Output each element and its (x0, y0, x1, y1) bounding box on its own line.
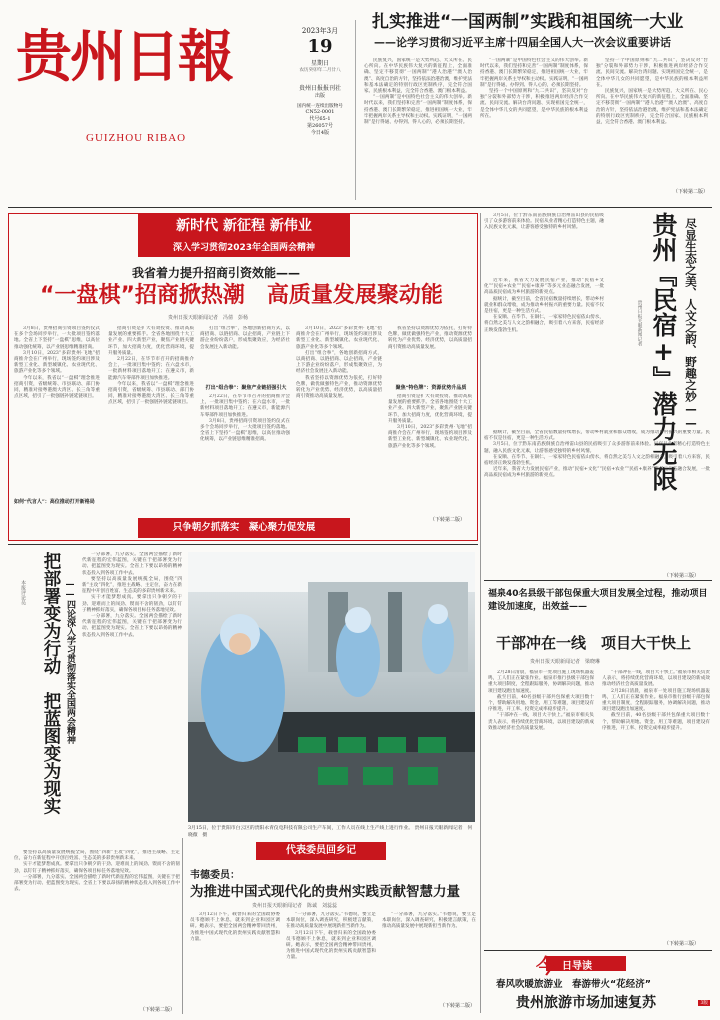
fuquan-text-1b: 截至目前，40名县级干部共包保重大项目数十个，帮助解决用地、资金、用工等难题，项目建设有序推进，开工率、投资完成率稳步提升。 (488, 694, 594, 713)
feature-continued: （下转第二版） (430, 517, 466, 523)
guide-label: 日导读 (562, 961, 592, 972)
feature-text-4: 3月10日，2023“多彩贵州·飞地”招商推介会在广州举行，现场签约项目涉及新型工业化、新型城镇化、农业现代化、旅游产业化等多个领域。 (296, 326, 382, 350)
commentary-text-1d: 一分部署，九分落实。全国两会描绘了新时代新征程的宏伟蓝图，关键在于把部署变为行动、把蓝图变为现实。全省上下要以昂扬的精神状态投入到各项工作中去。 (82, 614, 182, 638)
commentary-text-1: 一分部署，九分落实。全国两会描绘了新时代新征程的宏伟蓝图，关键在于把部署变为行动、把蓝图变为现实。全省上下要以昂扬的精神状态投入到各项工作中去。 (82, 552, 182, 576)
publish-label: 出版 (314, 93, 325, 99)
bottom-text-2b: 3月12日下午，载誉归来的全国政协委员韦德顾不上休息，就来到企业和园区调研。她表示，要把全国两会精神带回贵州，为推进中国式现代化的贵州实践贡献智慧和力量。 (286, 930, 376, 961)
cn-code: CN52-0001 (305, 109, 335, 115)
commentary-text-2: 要坚持以高质量发展统揽全局，围绕“四新”主攻“四化”，推进主战略、主定位，奋力在新征程中开创百姓富、生态美的多彩贵州新未来。 (14, 850, 180, 862)
feature-headline[interactable]: “一盘棋”招商掀热潮 高质量发展聚动能 (40, 283, 443, 308)
right-story-continued: （下转第三版） (664, 573, 700, 579)
photo-caption (188, 826, 475, 839)
guide-page-badge: 3版 (700, 1001, 708, 1006)
right-text-1: 近年来，我省大力发展民宿产业，推动“民宿+文化”“民宿+农业”“民宿+康养”等多元业态融合发展，一批高品质民宿成为乡村旅游的新亮点。 (484, 278, 604, 296)
commentary-text-2c: 一分部署，九分落实。全国两会描绘了新时代新征程的宏伟蓝图，关键在于把部署变为行动、把蓝图变为现实。全省上下要以昂扬的精神状态投入到各项工作中去。 (14, 874, 180, 893)
top-story-text-3: 坚持一个中国原则和“九二共识”，坚决反对“台独”分裂和外部势力干涉，积极推进两岸经济合作交流、民间交流。解决台湾问题、实现祖国完全统一，是全体中华儿女的共同愿望，是中华民族的根本利益所在。 (596, 58, 708, 88)
right-text-2b: 3月5日，位于黔东南苗族侗族自治州雷山县的民宿吸引了众多游客前来体验。民宿从业者精心打造特色主题，融入民族文化元素，让游客感受独特的乡村风情。 (484, 442, 710, 454)
right-text-top: 3月5日，位于黔东南苗族侗族自治州雷山县的民宿吸引了众多游客前来体验。民宿从业者精心打造特色主题，融入民族文化元素，让游客感受独特的乡村风情。 (484, 213, 604, 231)
right-text-2: 据统计，截至目前，全省民宿数量持续增长，带动乡村就业和群众增收，成为推动乡村振兴的重要力量。民宿不仅是住宿，更是一种生活方式。 (484, 430, 710, 442)
top-story-continued: （下转第二版） (672, 189, 708, 195)
feature-text-1: 3月8日，贵州招商引资项目签约仪式在多个会场同步举行，一大批项目签约落地。全省上下坚持“一盘棋”思维，以高位推动强化统筹，以产业链思维精准招商。 (14, 326, 100, 350)
photo-caption-text: 3月15日，位于贵阳市白云区的贵阳永青仪电科技有限公司生产车间，工作人员在线上生产线上进行作业。 (188, 826, 414, 831)
right-text-2c: 在安顺、在毕节、在铜仁，一家家特色民宿依山傍水，将自然之美与人文之韵相融合，吸引着八方来客，民宿经济正焕发蓬勃生机。 (484, 454, 710, 467)
feature-text-5b: 招商引资是扩大有效投资、推动高质量发展的重要抓手。全省各地围绕十大工业产业、四大新型产业，聚焦产业链关键环节，加大招商力度，优化营商环境，提升服务质量。 (388, 394, 472, 424)
banner-two-sessions: 深入学习贯彻2023年全国两会精神 (138, 239, 350, 257)
top-story (360, 10, 712, 205)
issue-code: 代号65-1 (309, 116, 331, 122)
bottom-text-3: “一分部署，九分落实。”韦德说，要立足本职岗位，深入调查研究，积极建言献策，在推动高质量发展中展现新担当新作为。 (382, 912, 476, 930)
commentary-byline: 本报评论员 (20, 580, 26, 605)
photo-credit: 贵州日报天眼新闻记者 何晓薇 摄 (188, 826, 473, 838)
fuquan-text-1: 2月28日清晨，福泉市一处项目施工现场机器轰鸣，工人们正在紧张作业。福泉市推行县级干部包保重大项目制度，全程跟踪服务，协调解决问题，推动项目建设跑出加速度。 (488, 670, 594, 694)
guide-label-box (536, 954, 626, 978)
top-story-text-1b: “一国两制”是中国特色社会主义的伟大创举。新时代以来，我们坚持和完善“一国两制”制度体系，保持香港、澳门长期繁荣稳定，推进祖国统一大业，牢牢把握两岸关系主导权和主动权。实践证明，“一国两制”是行得通、办得到、得人心的，必须长期坚持。 (364, 95, 472, 126)
commentary-headline[interactable]: 把部署变为行动 把蓝图变为现实 (41, 552, 61, 815)
feature-text-5c: 3月10日，2023“多彩贵州·飞地”招商推介会在广州举行，现场签约项目涉及新型工业化、新型城镇化、农业现代化、旅游产业化等多个领域。 (388, 425, 472, 449)
feature-text-3: 打出“组合拳”，各地创新招商方式，以商招商、以链招商、以企招商，产业链上下游企业纷纷落户，形成集聚效应，为经济社会发展注入新动能。 (200, 326, 290, 350)
fuquan-byline: 贵州日报天眼新闻记者 梁晓琳 (530, 659, 601, 665)
feature-subhead-2: 打出“组合拳”：聚焦产业链招强引大 (205, 385, 287, 391)
right-story-byline: 贵州日报天眼新闻记者 (637, 300, 642, 346)
fuquan-continued: （下转第三版） (664, 941, 700, 947)
feature-text-2: 招商引资是扩大有效投资、推动高质量发展的重要抓手。全省各地围绕十大工业产业、四大新型产业，聚焦产业链关键环节，加大招商力度，优化营商环境，提升服务质量。 (108, 326, 194, 356)
fuquan-text-2c: 截至目前，40名县级干部共包保重大项目数十个，帮助解决用地、资金、用工等难题，项目建设有序推进，开工率、投资完成率稳步提升。 (602, 713, 710, 731)
feature-text-1c: 今年以来，我省以“一盘棋”理念推进招商引资，省级统筹、市县联动、部门协同，精准对接粤港澳大湾区、长三角等重点区域，招引了一批强链补链延链项目。 (14, 375, 100, 400)
fuquan-headline[interactable]: 干部冲在一线 项目大干快上 (496, 634, 692, 652)
right-story-side-title: 尽显生态之美、人文之韵、野趣之妙—— (684, 218, 698, 430)
year-month: 2023年3月 (301, 27, 339, 35)
top-story-text-2: “一国两制”是中国特色社会主义的伟大创举。新时代以来，我们坚持和完善“一国两制”制度体系，保持香港、澳门长期繁荣稳定，推进祖国统一大业，牢牢把握两岸关系主导权和主动权。实践证明，“一国两制”是行得通、办得到、得人心的，必须长期坚持。 (480, 58, 588, 88)
feature-text-2b: 2月22日，在毕节市召开的招商推介会上，一批项目集中签约；在六盘水市，一批新材料项目落地开工；在遵义市，新能源汽车零部件项目加快推进。 (108, 357, 194, 381)
commentary-continued: （下转第二版） (140, 1007, 176, 1013)
masthead-pinyin: GUIZHOU RIBAO (86, 132, 187, 144)
commentary-side-title: ——四论深入学习贯彻落实全国两会精神 (65, 580, 75, 744)
bottom-kicker: 韦德委员： (190, 870, 240, 881)
masthead-title: 贵州日報 (16, 24, 232, 90)
feature-kicker: 我省着力提升招商引资效能—— (132, 266, 301, 280)
commentary-text-1c: 实干才能梦想成真。要拿出只争朝夕的干劲、迎难而上的闯劲、锲而不舍的韧劲，以钉钉子精神抓好落实，确保各项目标任务落地见效。 (82, 595, 182, 613)
bottom-byline: 贵州日报天眼新闻记者 陈诚 刘蕊蕊 (252, 903, 338, 909)
masthead (10, 8, 365, 208)
fuquan-text-1c: “干部冲在一线，项目大干快上。”福泉市相关负责人表示，将持续优化营商环境，以项目建设的新成效推动经济社会高质量发展。 (488, 713, 594, 731)
feature-byline: 贵州日报天眼新闻记者 冯倩 彭杨 (168, 315, 249, 321)
top-story-text-1: 民族复兴，国家统一是大势所趋、大义所在、民心所向。在中华民族伟大复兴的新征程上，全面准确、坚定不移贯彻“一国两制”“港人治港”“澳人治澳”、高度自治的方针，坚持依法治港治澳，维护宪法和基本法确定的特别行政区宪制秩序，完全符合国家、民族根本利益，完全符合香港、澳门根本利益。 (364, 58, 472, 95)
publisher: 贵州日报报刊社 (298, 85, 341, 92)
top-story-text-3b: 民族复兴，国家统一是大势所趋、大义所在、民心所向。在中华民族伟大复兴的新征程上，全面准确、坚定不移贯彻“一国两制”“港人治港”“澳人治澳”、高度自治的方针，坚持依法治港治澳，维护宪法和基本法确定的特别行政区宪制秩序，完全符合国家、民族根本利益，完全符合香港、澳门根本利益。 (596, 89, 708, 126)
bottom-continued: （下转第二版） (440, 1003, 476, 1009)
guide-item-1[interactable]: 春风吹暖旅游业 春游带火“花经济” (496, 979, 651, 990)
right-text-2d: 近年来，我省大力发展民宿产业，推动“民宿+文化”“民宿+农业”“民宿+康养”等多元业态融合发展，一批高品质民宿成为乡村旅游的新亮点。 (484, 467, 710, 479)
bottom-text-1: 3月12日下午，载誉归来的全国政协委员韦德顾不上休息，就来到企业和园区调研。她表示，要把全国两会精神带回贵州，为推进中国式现代化的贵州实践贡献智慧和力量。 (190, 912, 280, 942)
day: 19 (307, 36, 333, 57)
factory-photo-illustration (188, 552, 475, 822)
feature-text-4b: 打出“组合拳”，各地创新招商方式，以商招商、以链招商、以企招商，产业链上下游企业纷纷落户，形成集聚效应，为经济社会发展注入新动能。 (296, 350, 382, 375)
guide-icon: 今 (536, 954, 556, 978)
feature-slogan: 只争朝夕抓落实 凝心聚力促发展 (138, 518, 350, 538)
fuquan-intro: 福泉40名县级干部包保重大项目发展全过程，推动项目建设加速度，出效益—— (488, 589, 708, 612)
page-count: 今日4版 (310, 130, 330, 136)
feature-text-3c: 3月8日，贵州招商引资项目签约仪式在多个会场同步举行，一大批项目签约落地。全省上下坚持“一盘棋”思维，以高位推动强化统筹，以产业链思维精准招商。 (200, 418, 290, 443)
top-story-headline[interactable]: 扎实推进“一国两制”实践和祖国统一大业 (372, 12, 684, 32)
feature-subhead-3: 聚焦“特色牌”：资源优势升品质 (395, 385, 467, 391)
feature-subhead-1: 如何“代言人”：高位推动打开新格局 (14, 499, 95, 505)
feature-text-5: 我省坚持以资源优势为依托，打好特色牌，做优做强特色产业，推动资源优势转化为产业优势、经济优势，以高质量招商引资推动高质量发展。 (388, 326, 472, 350)
issue-number: 第26057号 (307, 123, 333, 129)
representatives-band: 代表委员回乡记 (256, 842, 386, 860)
fuquan-text-2: “干部冲在一线，项目大干快上。”福泉市相关负责人表示，将持续优化营商环境，以项目建设的新成效推动经济社会高质量发展。 (602, 670, 710, 688)
cn-number-label: 国内统一连续出版物号 (297, 104, 343, 109)
feature-text-4c: 我省坚持以资源优势为依托，打好特色牌，做优做强特色产业，推动资源优势转化为产业优势、经济优势，以高质量招商引资推动高质量发展。 (296, 375, 382, 400)
top-story-text-2b: 坚持一个中国原则和“九二共识”，坚决反对“台独”分裂和外部势力干涉，积极推进两岸经济合作交流、民间交流。解决台湾问题、实现祖国完全统一，是全体中华儿女的共同愿望，是中华民族的根本利益所在。 (480, 89, 588, 119)
bottom-text-2: “一分部署，九分落实。”韦德说，要立足本职岗位，深入调查研究，积极建言献策，在推动高质量发展中展现新担当新作为。 (286, 912, 376, 930)
lunar-date: 农历癸卯年二月廿八 (299, 68, 341, 73)
weekday: 星期日 (310, 60, 329, 67)
right-story-headline[interactable]: 贵州『民宿+』潜力无限 (649, 212, 678, 491)
commentary-text-1b: 要坚持以高质量发展统揽全局，围绕“四新”主攻“四化”，推进主战略、主定位，奋力在新征程中开创百姓富、生态美的多彩贵州新未来。 (82, 576, 182, 595)
guide-box (486, 954, 712, 1016)
right-text-1c: 在安顺、在毕节、在铜仁，一家家特色民宿依山傍水，将自然之美与人文之韵相融合，吸引着八方来客，民宿经济正焕发蓬勃生机。 (484, 315, 604, 333)
top-story-subtitle: ——论学习贯彻习近平主席十四届全国人大一次会议重要讲话 (374, 36, 671, 49)
right-text-1b: 据统计，截至目前，全省民宿数量持续增长，带动乡村就业和群众增收，成为推动乡村振兴的重要力量。民宿不仅是住宿，更是一种生活方式。 (484, 296, 604, 315)
date-box (280, 26, 360, 226)
fuquan-text-2b: 2月28日清晨，福泉市一处项目施工现场机器轰鸣，工人们正在紧张作业。福泉市推行县级干部包保重大项目制度，全程跟踪服务，协调解决问题，推动项目建设跑出加速度。 (602, 688, 710, 713)
feature-text-2c: 今年以来，我省以“一盘棋”理念推进招商引资，省级统筹、市县联动、部门协同，精准对接粤港澳大湾区、长三角等重点区域，招引了一批强链补链延链项目。 (108, 381, 194, 406)
banner-new-era: 新时代 新征程 新伟业 (138, 213, 350, 239)
factory-photo (188, 552, 475, 822)
bottom-headline[interactable]: 为推进中国式现代化的贵州实践贡献智慧力量 (190, 884, 460, 900)
feature-text-1b: 3月10日，2023“多彩贵州·飞地”招商推介会在广州举行，现场签约项目涉及新型工业化、新型城镇化、农业现代化、旅游产业化等多个领域。 (14, 350, 100, 375)
guide-item-2[interactable]: 贵州旅游市场加速复苏 (516, 995, 656, 1011)
feature-text-3b: 2月22日，在毕节市召开的招商推介会上，一批项目集中签约；在六盘水市，一批新材料项目落地开工；在遵义市，新能源汽车零部件项目加快推进。 (200, 394, 290, 418)
commentary-text-2b: 实干才能梦想成真。要拿出只争朝夕的干劲、迎难而上的闯劲、锲而不舍的韧劲，以钉钉子精神抓好落实，确保各项目标任务落地见效。 (14, 862, 180, 874)
